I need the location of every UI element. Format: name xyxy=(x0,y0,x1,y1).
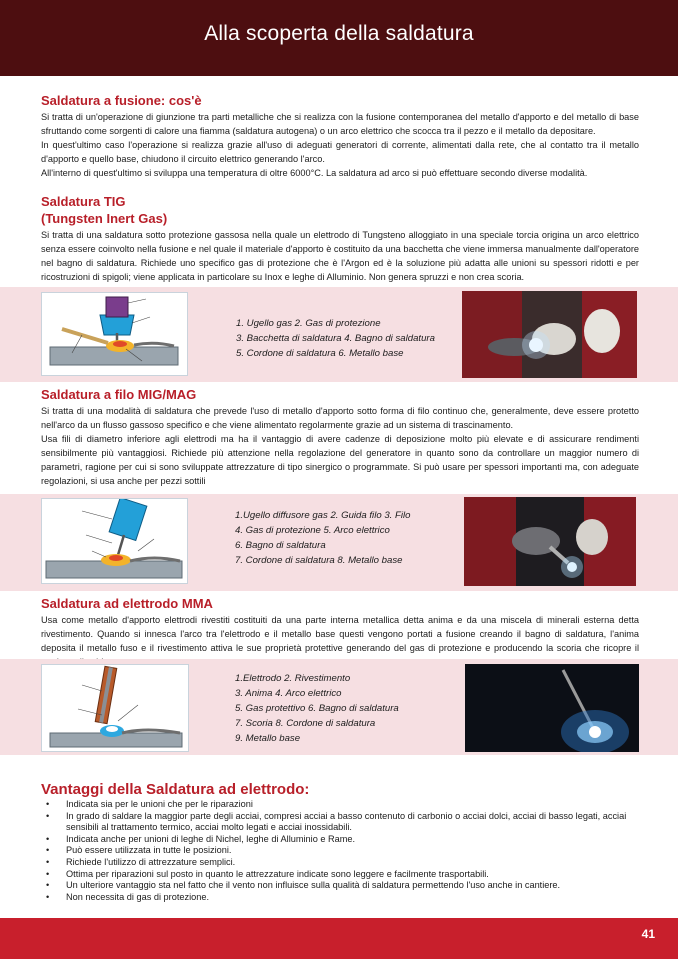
section-mig-title: Saldatura a filo MIG/MAG xyxy=(41,387,197,402)
list-item: • Ottima per riparazioni sul posto in quanto le attrezzature indicate sono leggere e facilmente trasportabili. xyxy=(41,869,639,881)
mma-legend-line: 3. Anima 4. Arco elettrico xyxy=(235,688,342,699)
page-title: Alla scoperta della saldatura xyxy=(204,22,474,45)
mig-legend-line: 4. Gas di protezione 5. Arco elettrico xyxy=(235,525,390,536)
section-tig xyxy=(41,194,639,284)
advantages-list xyxy=(41,799,639,903)
mma-paragraph: Usa come metallo d'apporto elettrodi rivestiti costituiti da una parte interna metallica detta anima e da una miscela di minerali esterna detta rivestimento. Quando si innesca l'arco tra l'elettrodo e il metallo base questi vengono portati a fusione creando il bagno di saldatura, l'anima deposita il metallo fuso e il rivestimento attiva le sue proprietà protettive generando del gas di protezione e producendo la scoria che ricopre il xyxy=(41,615,639,653)
section-fusion-title: Saldatura a fusione: cos'è xyxy=(41,93,202,108)
mig-legend xyxy=(235,508,410,568)
section-advantages xyxy=(41,781,639,903)
tig-legend xyxy=(236,316,435,361)
list-item: • Può essere utilizzata in tutte le posizioni. xyxy=(41,845,639,857)
section-mma-title: Saldatura ad elettrodo MMA xyxy=(41,596,213,611)
mig-diagram xyxy=(41,498,188,584)
mma-legend-line: 1.Elettrodo 2. Rivestimento xyxy=(235,673,351,684)
mma-legend-line: 9. Metallo base xyxy=(235,733,301,744)
mig-paragraph: Usa fili di diametro inferiore agli elettrodi ma ha il vantaggio di avere cadenze di deposizione molto più elevate e di assicurare rendimenti sensibilmente più vantaggiosi. Richiede più attenzione nella regolazione del generatore in quanto sono da controllare un maggior numero di parametri, ragione per cui si sono sviluppate attrezzature di tipo sinergico o programmate. Si può usare per spessori importanti ma, con adeguate regolazioni, si usa anche per pezzi sottili xyxy=(41,434,639,486)
fusion-paragraph: All'interno di quest'ultimo si sviluppa una temperatura di oltre 6000°C. La saldatura ad arco si può effettuare secondo diverse modalità. xyxy=(41,168,588,178)
list-item: • Non necessita di gas di protezione. xyxy=(41,892,639,904)
mma-photo xyxy=(465,664,639,752)
list-item: • In grado di saldare la maggior parte degli acciai, compresi acciai a basso contenuto di carbonio o acciai dolci, acciai di basso legati, acciai sensibili al trattamento termico, acciai molto legati e acciai inossidabili. xyxy=(41,811,639,834)
tig-legend-line: 3. Bacchetta di saldatura 4. Bagno di saldatura xyxy=(236,333,435,344)
fusion-paragraph: In quest'ultimo caso l'operazione si realizza grazie all'uso di adeguati generatori di corrente, alimentati dalla rete, che al contatto tra il metallo d'apporto e quello base, chiudono il circuito elettrico generando l'arco. xyxy=(41,140,639,164)
section-mig xyxy=(41,387,639,488)
tig-photo xyxy=(462,291,637,378)
mma-diagram xyxy=(41,664,189,752)
mma-legend-line: 5. Gas protettivo 6. Bagno di saldatura xyxy=(235,703,399,714)
tig-paragraph: Si tratta di una saldatura sotto protezione gassosa nella quale un elettrodo di Tungsteno alloggiato in una speciale torcia origina un arco elettrico senza essere coinvolto nella fusione e nel quale il materiale d'apporto è costituito da una bacchetta che viene immersa manualmente dall'operatore nel bagno di saldatura. Richiede uno specifico gas di protezione che è l'Argon ed è la soluzione più adatta alle unioni su spessori ridotti e per ricostruzioni di spigoli; viene applicata in particolare su Inox e leghe di Alluminio. Non genera spruzzi e non crea scoria. xyxy=(41,230,639,282)
mig-legend-line: 7. Cordone di saldatura 8. Metallo base xyxy=(235,555,403,566)
advantages-title: Vantaggi della Saldatura ad elettrodo: xyxy=(41,781,310,798)
mma-legend-line: 7. Scoria 8. Cordone di saldatura xyxy=(235,718,376,729)
mig-photo xyxy=(464,497,636,586)
mma-legend xyxy=(235,671,399,746)
list-item: • Un ulteriore vantaggio sta nel fatto che il vento non influisce sulla qualità di saldatura permettendo l'uso anche in cantiere. xyxy=(41,880,639,892)
section-tig-title: Saldatura TIG xyxy=(41,194,126,209)
fusion-paragraph: Si tratta di un'operazione di giunzione tra parti metalliche che si realizza con la fusione contemporanea del metallo d'apporto e del metallo di base sfruttando come sorgenti di calore una fiamma (saldatura autogena) o un arco elettrico che scocca tra il pezzo e il metallo da depositare. xyxy=(41,112,639,136)
mig-paragraph: Si tratta di una modalità di saldatura che prevede l'uso di metallo d'apporto sotto forma di filo continuo che, generalmente, deve essere protetto nell'arco da un flusso gassoso specifico e che viene alimentato regolarmente grazie ad un sistema di trascinamento. xyxy=(41,406,639,430)
section-tig-subtitle: (Tungsten Inert Gas) xyxy=(41,211,168,226)
mig-legend-line: 1.Ugello diffusore gas 2. Guida filo 3. Filo xyxy=(235,510,411,521)
section-fusion xyxy=(41,93,639,180)
page-number: 41 xyxy=(641,927,655,941)
page-footer xyxy=(0,918,678,959)
mig-legend-line: 6. Bagno di saldatura xyxy=(235,540,326,551)
list-item: • Richiede l'utilizzo di attrezzature semplici. xyxy=(41,857,639,869)
tig-legend-line: 1. Ugello gas 2. Gas di protezione xyxy=(236,318,381,329)
list-item: • Indicata anche per unioni di leghe di Nichel, leghe di Alluminio e Rame. xyxy=(41,834,639,846)
list-item: • Indicata sia per le unioni che per le riparazioni xyxy=(41,799,639,811)
tig-diagram xyxy=(41,292,188,376)
page-header xyxy=(0,0,678,76)
tig-legend-line: 5. Cordone di saldatura 6. Metallo base xyxy=(236,348,404,359)
